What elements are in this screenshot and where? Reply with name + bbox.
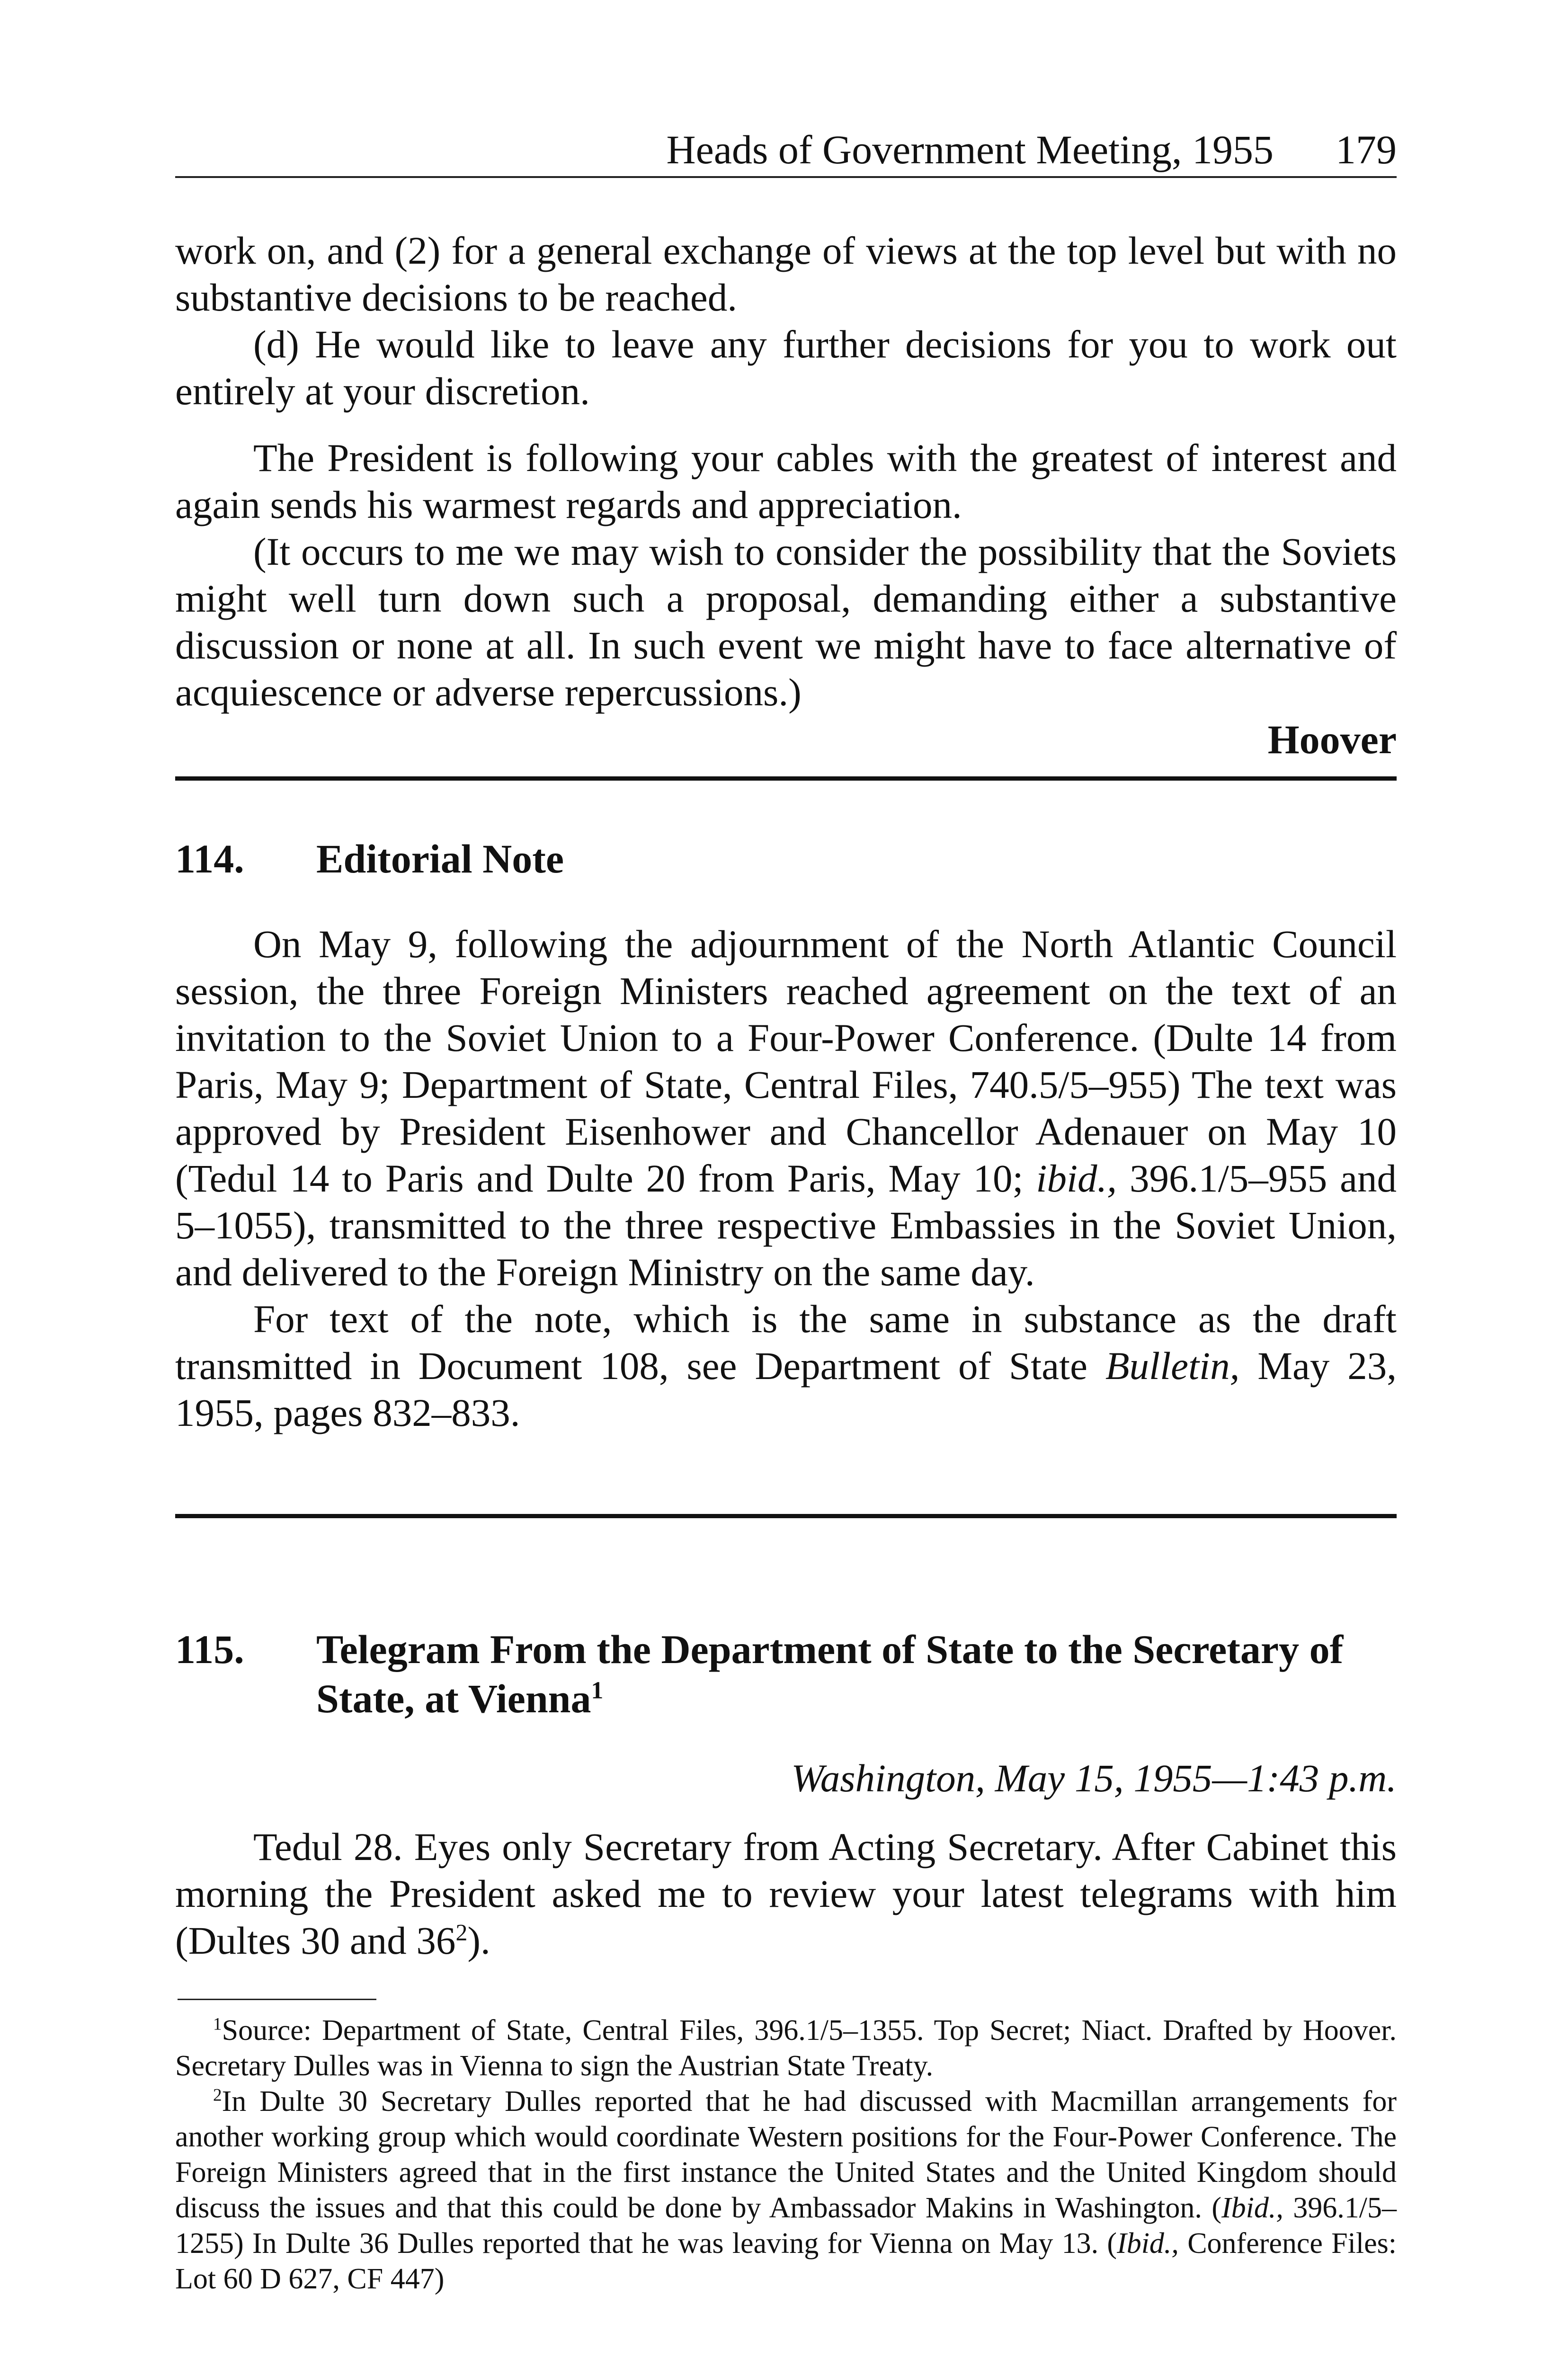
document-number: 115. xyxy=(175,1627,244,1672)
footnote-text-italic: Ibid., xyxy=(1221,2192,1283,2224)
continued-paragraph: work on, and (2) for a general exchange of views at the top level but with no substantive decisions to be reached. xyxy=(175,229,1397,319)
text-run: For text of the note, which is the same in substance as the draft transmitted in Document 108, see Department of State xyxy=(175,1297,1397,1388)
body-paragraph xyxy=(175,1296,1397,1436)
footnote-1 xyxy=(175,2013,1397,2084)
continued-paragraph: The President is following your cables with the greatest of interest and again sends his warmest regards and appreciation. xyxy=(175,436,1397,526)
footnote-reference: 1 xyxy=(591,1677,604,1704)
text-run: 396.1/5–955 and 5–1055), transmitted to the three respective Embassies in the Soviet Union, and delivered to the Foreign Ministry on the same day. xyxy=(175,1157,1397,1294)
document-title-text: Telegram From the Department of State to the Secretary of State, at Vienna xyxy=(316,1627,1344,1721)
text-run: On May 9, following the adjournment of the North Atlantic Council session, the three Foreign Ministers reached agreement on the text of an invitation to the Soviet Union to a Four-Power Conference. (Dulte 14 from Paris, May 9; Department of State, Central Files, 740.5/5–955) The text was approved by President Eisenhower and Chancellor Adenauer on May 10 (Tedul 14 to Paris and Dulte 20 from Paris, May 10; xyxy=(175,922,1397,1200)
document-heading-115 xyxy=(175,1625,1397,1723)
footnote-text: 396.1/5–1255) In Dulte 36 Dulles reported that he was leaving for Vienna on May 13. ( xyxy=(175,2192,1397,2260)
footnote-text: Conference Files: Lot 60 D 627, CF 447) xyxy=(175,2227,1397,2295)
running-head-title: Heads of Government Meeting, 1955 xyxy=(666,127,1274,172)
document-title xyxy=(316,1625,1397,1723)
dateline: Washington, May 15, 1955—1:43 p.m. xyxy=(791,1756,1397,1800)
document-number: 114. xyxy=(175,836,244,881)
section-divider xyxy=(175,776,1397,781)
continued-text xyxy=(175,227,1397,763)
document-title: Editorial Note xyxy=(316,836,564,881)
text-run-italic: Bulletin, xyxy=(1105,1344,1240,1388)
continued-paragraph: (d) He would like to leave any further decisions for you to work out entirely at your discretion. xyxy=(175,322,1397,413)
footnote-rule xyxy=(178,1999,376,2000)
footnote-marker: 1 xyxy=(213,2014,222,2034)
document-115-body xyxy=(175,1755,1397,1964)
text-run: Tedul 28. Eyes only Secretary from Acting Secretary. After Cabinet this morning the President asked me to review your latest telegrams with him (Dultes 30 and 36 xyxy=(175,1825,1397,1962)
footnotes xyxy=(175,2013,1397,2297)
text-run-italic: ibid., xyxy=(1036,1157,1117,1200)
page-number: 179 xyxy=(1336,127,1397,172)
document-heading-114 xyxy=(175,834,1397,883)
running-head xyxy=(175,124,1397,178)
footnote-text: In Dulte 30 Secretary Dulles reported that he had discussed with Macmillan arrangements for another working group which would coordinate Western positions for the Four-Power Conference. The Foreign Ministers agreed that in the first instance the United States and the United Kingdom should discuss the issues and that this could be done by Ambassador Makins in Washington. ( xyxy=(175,2085,1397,2224)
footnote-reference: 2 xyxy=(455,1919,468,1946)
footnote-2 xyxy=(175,2084,1397,2297)
footnote-text-italic: Ibid., xyxy=(1117,2227,1179,2260)
footnote-marker: 2 xyxy=(213,2085,222,2105)
text-run: May 23, 1955, pages 832–833. xyxy=(175,1344,1397,1434)
body-paragraph xyxy=(175,921,1397,1296)
section-divider xyxy=(175,1514,1397,1518)
continued-paragraph: (It occurs to me we may wish to consider the possibility that the Soviets might well turn down such a proposal, demanding either a substantive discussion or none at all. In such event we might have to face alternative of acquiescence or adverse repercussions.) xyxy=(175,530,1397,714)
text-run: ). xyxy=(467,1919,490,1962)
document-114-body xyxy=(175,921,1397,1436)
body-paragraph xyxy=(175,1824,1397,1964)
footnote-text: Source: Department of State, Central Files, 396.1/5–1355. Top Secret; Niact. Drafted by Hoover. Secretary Dulles was in Vienna to sign the Austrian State Treaty. xyxy=(175,2014,1397,2082)
signature: Hoover xyxy=(1267,717,1397,762)
